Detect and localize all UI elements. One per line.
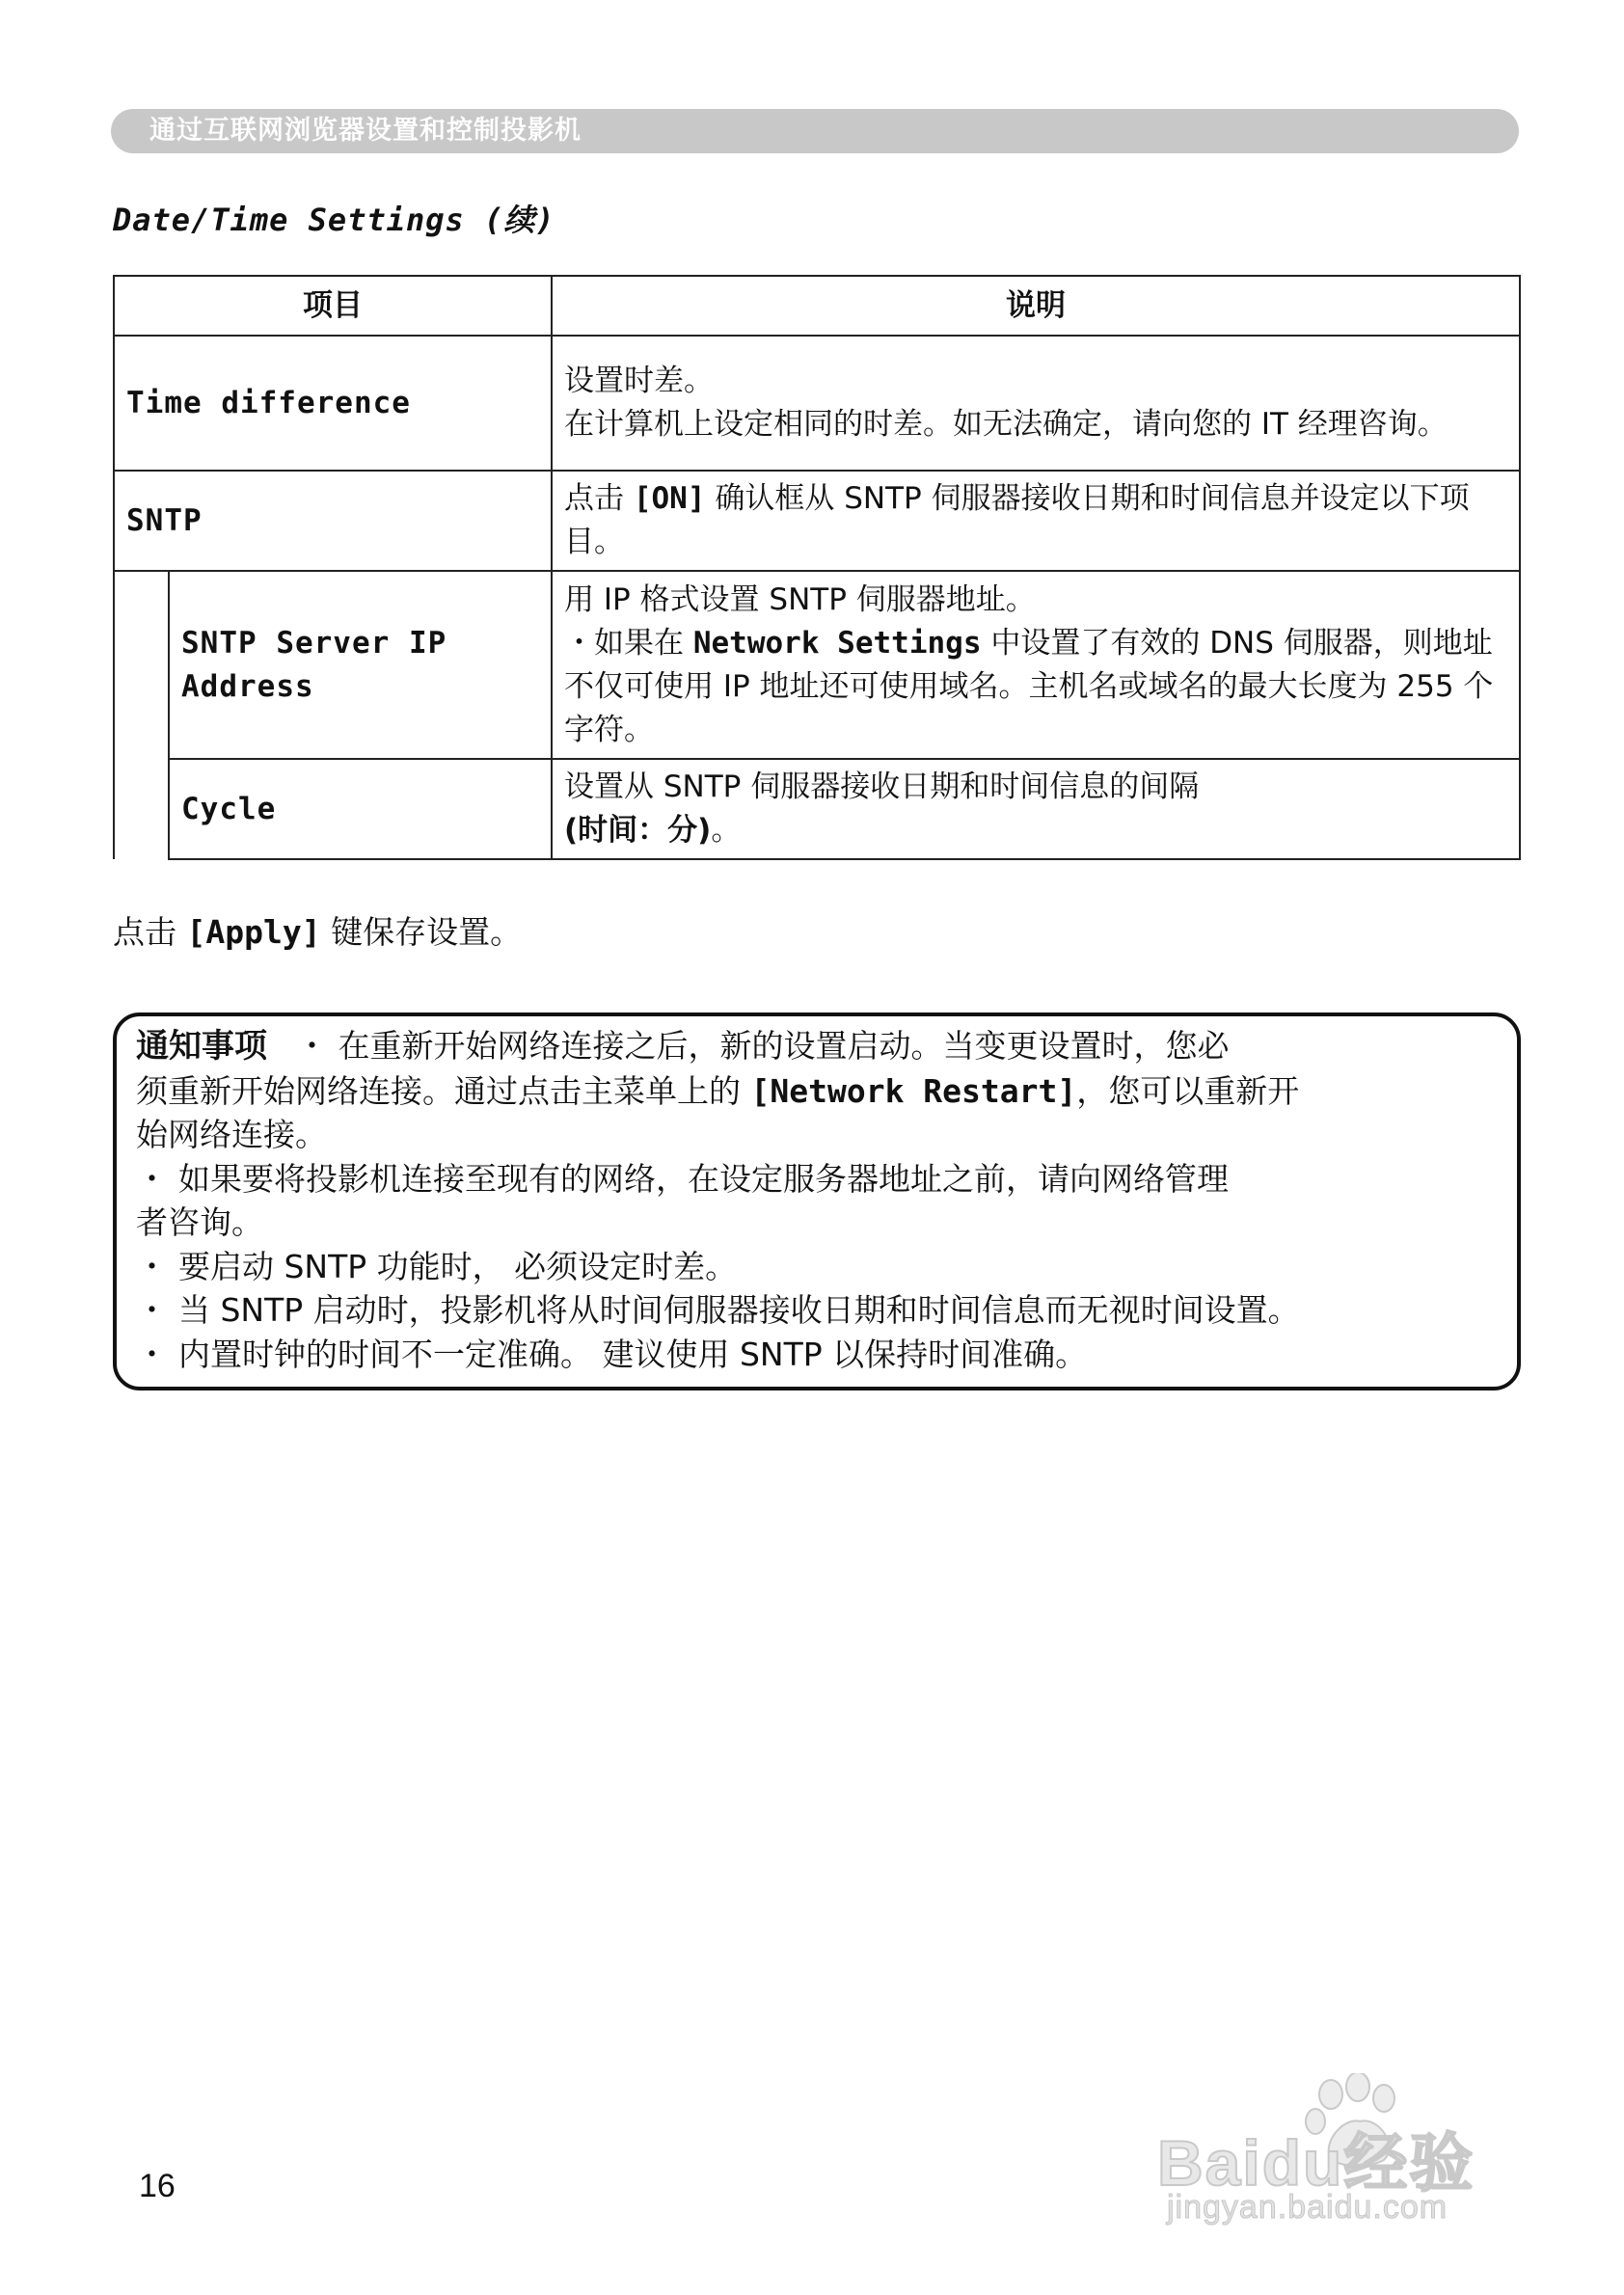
table-row bbox=[114, 759, 1520, 859]
apply-text: 键保存设置。 bbox=[320, 913, 523, 951]
watermark bbox=[1157, 2073, 1543, 2228]
row-name-time-difference: Time difference bbox=[114, 336, 552, 471]
apply-note bbox=[113, 911, 522, 954]
desc-text: 。 bbox=[711, 813, 742, 848]
notice-line: 者咨询。 bbox=[136, 1203, 263, 1241]
notice-line bbox=[136, 1157, 1498, 1202]
header-title: 通过互联网浏览器设置和控制投影机 bbox=[149, 116, 582, 146]
row-desc-cycle bbox=[552, 759, 1520, 859]
row-desc-sntp bbox=[552, 471, 1520, 571]
bullet: ・ bbox=[136, 1247, 168, 1285]
notice-text: 如果要将投影机连接至现有的网络，在设定服务器地址之前，请向网络管理 bbox=[178, 1159, 1229, 1198]
page-number: 16 bbox=[139, 2168, 176, 2204]
notice-text: ・ 在重新开始网络连接之后，新的设置启动。当变更设置时，您必 bbox=[296, 1027, 1230, 1065]
notice-label: 通知事项 bbox=[136, 1027, 267, 1066]
time-unit: (时间：分) bbox=[564, 813, 712, 848]
table-row bbox=[114, 336, 1520, 471]
notice-line bbox=[136, 1245, 1498, 1289]
notice-text: 当 SNTP 启动时，投影机将从时间伺服器接收日期和时间信息而无视时间设置。 bbox=[178, 1291, 1300, 1329]
desc-line bbox=[564, 622, 1507, 752]
notice-line bbox=[136, 1024, 1498, 1069]
notice-line: 始网络连接。 bbox=[136, 1116, 327, 1153]
notice-box bbox=[113, 1012, 1521, 1390]
on-checkbox-label: [ON] bbox=[633, 481, 706, 516]
desc-line: 在计算机上设定相同的时差。如无法确定，请向您的 IT 经理咨询。 bbox=[564, 407, 1448, 442]
watermark-logo: Baidu经验 bbox=[1157, 2127, 1475, 2199]
notice-line bbox=[136, 1333, 1498, 1377]
settings-table bbox=[113, 275, 1521, 860]
watermark-url: jingyan.baidu.com bbox=[1167, 2189, 1448, 2226]
apply-key: [Apply] bbox=[186, 913, 321, 951]
desc-line bbox=[564, 809, 1507, 852]
bullet: ・ bbox=[136, 1291, 168, 1329]
table-row bbox=[114, 471, 1520, 571]
network-settings-ref: Network Settings bbox=[692, 625, 982, 661]
section-title: Date/Time Settings (续) bbox=[113, 202, 555, 238]
row-name-sntp-server: SNTP Server IP Address bbox=[169, 571, 552, 759]
row-name-sntp: SNTP bbox=[114, 471, 552, 571]
desc-text: ・如果在 bbox=[564, 625, 693, 661]
desc-text: 中设置了有效的 DNS 伺服器，则地址不仅可使用 IP 地址还可使用域名。主机名或域名的最大长度为 255 个字符。 bbox=[564, 625, 1494, 747]
table-header-row bbox=[114, 276, 1520, 336]
notice-text: 须重新开始网络连接。通过点击主菜单上的 bbox=[136, 1071, 751, 1110]
row-desc-sntp-server bbox=[552, 571, 1520, 759]
row-desc-time-difference bbox=[552, 336, 1520, 471]
notice-text: 内置时钟的时间不一定准确。 建议使用 SNTP 以保持时间准确。 bbox=[178, 1335, 1088, 1373]
header-item: 项目 bbox=[114, 276, 552, 336]
notice-text: ，您可以重新开 bbox=[1076, 1071, 1300, 1110]
row-name-cycle: Cycle bbox=[169, 759, 552, 859]
notice-line bbox=[136, 1069, 1498, 1114]
table-row bbox=[114, 571, 1520, 759]
bullet: ・ bbox=[136, 1159, 168, 1198]
header-bar bbox=[111, 109, 1519, 153]
notice-line bbox=[136, 1288, 1498, 1333]
bullet: ・ bbox=[136, 1335, 168, 1373]
desc-text: 点击 bbox=[564, 481, 634, 516]
indent-cell bbox=[114, 571, 169, 859]
desc-line: 用 IP 格式设置 SNTP 伺服器地址。 bbox=[564, 581, 1036, 617]
notice-text: 要启动 SNTP 功能时， 必须设定时差。 bbox=[178, 1247, 738, 1285]
desc-text: 确认框从 SNTP 伺服器接收日期和时间信息并设定以下项目。 bbox=[564, 481, 1470, 559]
network-restart-ref: [Network Restart] bbox=[750, 1071, 1077, 1110]
apply-text: 点击 bbox=[113, 913, 187, 951]
desc-line: 设置从 SNTP 伺服器接收日期和时间信息的间隔 bbox=[564, 770, 1200, 804]
header-description: 说明 bbox=[552, 276, 1520, 336]
desc-line: 设置时差。 bbox=[564, 364, 714, 398]
